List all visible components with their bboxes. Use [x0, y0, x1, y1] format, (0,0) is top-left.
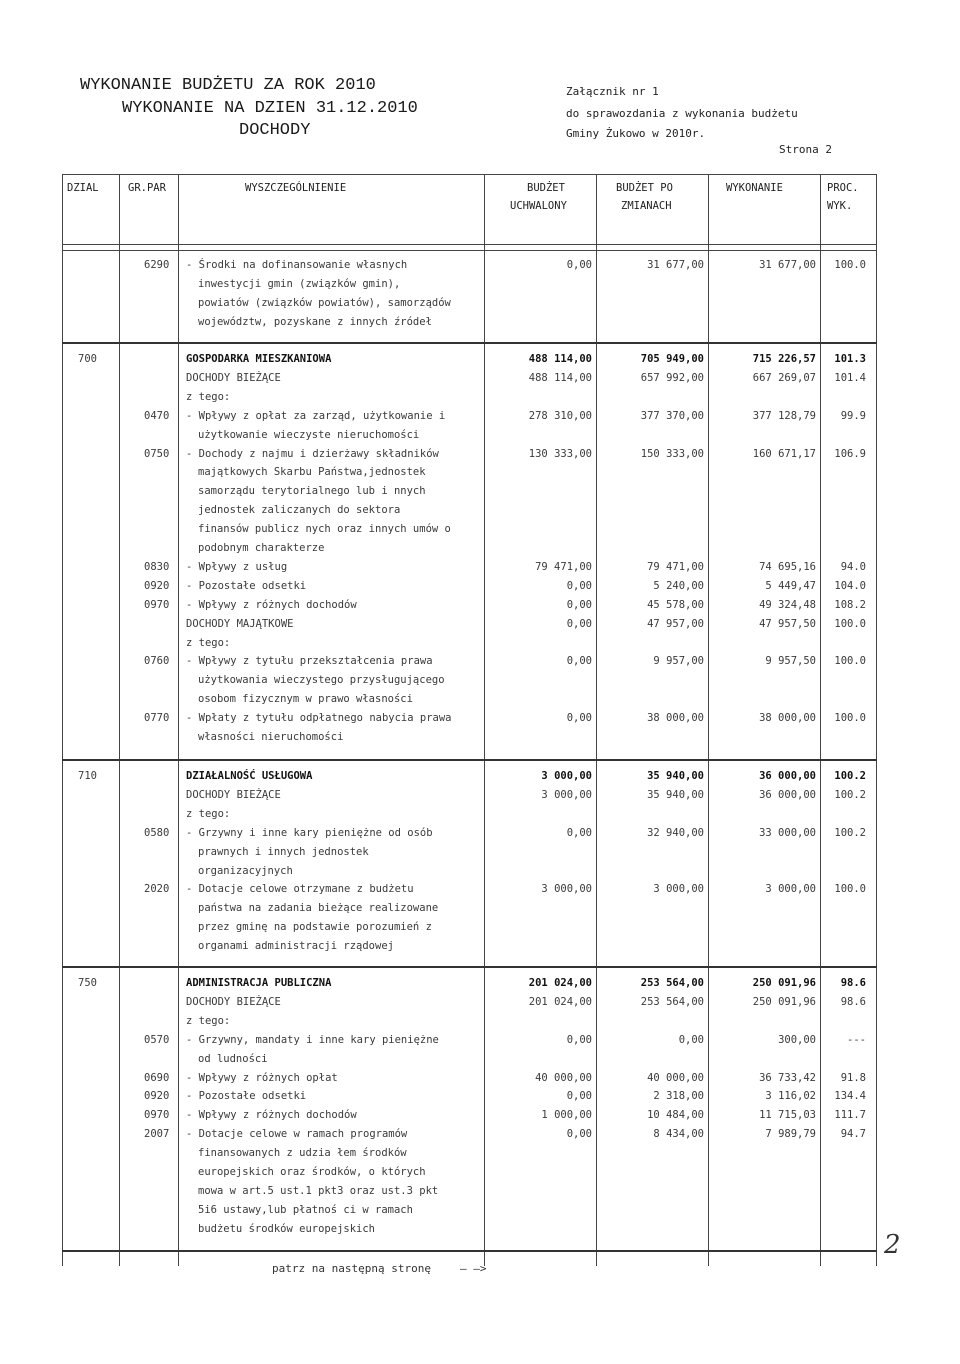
row-description: z tego:	[186, 636, 231, 649]
row-description: budżetu środków europejskich	[198, 1222, 376, 1235]
row-changed-value: 31 677,00	[647, 259, 704, 271]
row-description: organami administracji rządowej	[198, 940, 394, 953]
row-execution-value: 5 449,47	[765, 579, 816, 592]
row-percent-value: 100.0	[834, 655, 866, 668]
table-rule	[596, 174, 597, 1266]
col-header-changed: BUDŻET PO	[616, 182, 673, 194]
row-changed-value: 40 000,00	[647, 1071, 704, 1084]
row-percent-value: 94.0	[840, 560, 866, 573]
row-changed-value: 8 434,00	[653, 1128, 704, 1141]
row-budget-value: 0,00	[566, 655, 592, 668]
col-header-percent-sub: WYK.	[827, 200, 853, 212]
row-description: - Środki na dofinansowanie własnych	[186, 259, 408, 271]
row-execution-value: 377 128,79	[752, 409, 816, 422]
row-paragraph-code: 0920	[144, 579, 170, 592]
row-percent-value: 98.6	[840, 995, 866, 1008]
table-rule	[62, 759, 877, 761]
row-paragraph-code: 0970	[144, 598, 170, 611]
row-execution-value: 3 116,02	[765, 1090, 816, 1103]
row-description: organizacyjnych	[198, 864, 293, 877]
row-changed-value: 35 940,00	[647, 770, 704, 782]
col-header-changed-sub: ZMIANACH	[621, 200, 672, 212]
row-budget-value: 3 000,00	[541, 788, 592, 801]
row-paragraph-code: 0770	[144, 712, 170, 725]
table-rule	[119, 174, 120, 1266]
row-execution-value: 667 269,07	[752, 371, 816, 384]
row-percent-value: 91.8	[840, 1071, 866, 1084]
row-description: finansowanych z udzia łem środków	[198, 1147, 407, 1160]
row-execution-value: 7 989,79	[765, 1128, 816, 1141]
attachment-municipality: Gminy Żukowo w 2010r.	[566, 127, 706, 140]
row-percent-value: 94.7	[840, 1128, 866, 1141]
row-description: DOCHODY BIEŻĄCE	[186, 371, 281, 384]
row-description: - Grzywny, mandaty i inne kary pieniężne	[186, 1033, 439, 1046]
row-paragraph-code: 0570	[144, 1033, 170, 1046]
report-title: WYKONANIE BUDŻETU ZA ROK 2010	[80, 76, 376, 95]
row-description: - Wpływy z różnych dochodów	[186, 598, 357, 611]
row-percent-value: 104.0	[834, 579, 866, 592]
section-dzial-code: 710	[78, 770, 97, 782]
row-changed-value: 5 240,00	[653, 579, 704, 592]
row-changed-value: 377 370,00	[640, 409, 704, 422]
row-paragraph-code: 0970	[144, 1109, 170, 1122]
row-budget-value: 0,00	[566, 259, 592, 271]
row-description: z tego:	[186, 1014, 231, 1027]
row-paragraph-code: 0920	[144, 1090, 170, 1103]
table-rule	[62, 174, 877, 175]
table-rule	[708, 174, 709, 1266]
row-description: z tego:	[186, 807, 231, 820]
row-description: przez gminę na podstawie porozumień z	[198, 921, 432, 934]
col-header-execution: WYKONANIE	[726, 182, 783, 194]
row-percent-value: 100.0	[834, 617, 866, 630]
row-description: DOCHODY BIEŻĄCE	[186, 995, 281, 1008]
row-percent-value: 98.6	[840, 977, 866, 989]
attachment-label: Załącznik nr 1	[566, 85, 659, 98]
table-rule	[62, 966, 877, 968]
row-budget-value: 0,00	[566, 712, 592, 725]
row-execution-value: 250 091,96	[752, 995, 816, 1008]
row-description: z tego:	[186, 390, 231, 403]
row-budget-value: 0,00	[566, 1090, 592, 1103]
row-execution-value: 160 671,17	[752, 447, 816, 460]
row-paragraph-code: 0830	[144, 560, 170, 573]
row-changed-value: 38 000,00	[647, 712, 704, 725]
col-header-budget-sub: UCHWALONY	[510, 200, 567, 212]
row-budget-value: 79 471,00	[535, 560, 592, 573]
row-execution-value: 38 000,00	[759, 712, 816, 725]
row-budget-value: 201 024,00	[528, 995, 592, 1008]
row-percent-value: 100.2	[834, 788, 866, 801]
col-header-percent: PROC.	[827, 182, 859, 194]
row-budget-value: 0,00	[566, 1128, 592, 1141]
row-description: DOCHODY MAJĄTKOWE	[186, 617, 294, 630]
row-budget-value: 1 000,00	[541, 1109, 592, 1122]
row-description: - Grzywny i inne kary pieniężne od osób	[186, 826, 433, 839]
row-execution-value: 47 957,50	[759, 617, 816, 630]
table-rule	[178, 174, 179, 1266]
page-mark: 2	[884, 1230, 901, 1260]
table-rule	[820, 174, 821, 1266]
row-changed-value: 150 333,00	[640, 447, 704, 460]
row-description: własności nieruchomości	[198, 731, 344, 743]
row-description: - Dochody z najmu i dzierżawy składników	[186, 447, 439, 460]
row-changed-value: 79 471,00	[647, 560, 704, 573]
row-paragraph-code: 0470	[144, 409, 170, 422]
row-description: jednostek zaliczanych do sektora	[198, 504, 401, 517]
row-budget-value: 0,00	[566, 598, 592, 611]
row-description: 5i6 ustawy,lub płatnoś ci w ramach	[198, 1203, 413, 1216]
row-percent-value: 99.9	[840, 409, 866, 422]
col-header-dzial: DZIAL	[67, 182, 99, 194]
row-description: prawnych i innych jednostek	[198, 845, 369, 858]
row-percent-value: 100.2	[834, 826, 866, 839]
row-changed-value: 705 949,00	[640, 353, 704, 365]
row-changed-value: 0,00	[678, 1033, 704, 1046]
row-percent-value: 100.2	[834, 770, 866, 782]
row-description: finansów publicz nych oraz innych umów o	[198, 523, 451, 536]
row-changed-value: 253 564,00	[640, 977, 704, 989]
table-rule	[62, 342, 877, 344]
row-changed-value: 9 957,00	[653, 655, 704, 668]
row-changed-value: 657 992,00	[640, 371, 704, 384]
section-dzial-code: 700	[78, 353, 97, 365]
row-description: powiatów (związków powiatów), samorządów	[198, 296, 451, 309]
row-execution-value: 300,00	[778, 1033, 816, 1046]
row-description: - Wpływy z różnych dochodów	[186, 1109, 357, 1122]
row-execution-value: 36 000,00	[759, 770, 816, 782]
row-changed-value: 32 940,00	[647, 826, 704, 839]
row-execution-value: 715 226,57	[752, 353, 816, 365]
row-percent-value: ---	[847, 1033, 866, 1046]
row-description: - Pozostałe odsetki	[186, 1090, 307, 1103]
row-percent-value: 106.9	[834, 447, 866, 460]
row-description: - Pozostałe odsetki	[186, 579, 307, 592]
row-budget-value: 488 114,00	[528, 353, 592, 365]
row-description: DZIAŁALNOŚĆ USŁUGOWA	[186, 770, 313, 782]
table-rule	[62, 250, 877, 251]
row-budget-value: 0,00	[566, 617, 592, 630]
row-execution-value: 33 000,00	[759, 826, 816, 839]
row-description: - Dotacje celowe otrzymane z budżetu	[186, 883, 414, 896]
report-date-title: WYKONANIE NA DZIEN 31.12.2010	[122, 99, 418, 118]
row-changed-value: 3 000,00	[653, 883, 704, 896]
row-percent-value: 100.0	[834, 712, 866, 725]
row-changed-value: 45 578,00	[647, 598, 704, 611]
row-description: użytkowanie wieczyste nieruchomości	[198, 428, 420, 441]
row-execution-value: 36 733,42	[759, 1071, 816, 1084]
row-execution-value: 11 715,03	[759, 1109, 816, 1122]
attachment-description: do sprawozdania z wykonania budżetu	[566, 107, 798, 120]
row-description: osobom fizycznym w prawo własności	[198, 693, 413, 706]
row-description: od ludności	[198, 1052, 268, 1065]
row-changed-value: 35 940,00	[647, 788, 704, 801]
row-execution-value: 3 000,00	[765, 883, 816, 896]
table-rule	[62, 244, 877, 245]
row-description: inwestycji gmin (związków gmin),	[198, 277, 401, 290]
row-paragraph-code: 0690	[144, 1071, 170, 1084]
row-description: GOSPODARKA MIESZKANIOWA	[186, 353, 332, 365]
row-budget-value: 0,00	[566, 1033, 592, 1046]
row-description: podobnym charakterze	[198, 542, 325, 554]
col-header-gr-par: GR.PAR	[128, 182, 166, 194]
row-description: - Wpłaty z tytułu odpłatnego nabycia prawa	[186, 712, 452, 725]
row-description: europejskich oraz środków, o których	[198, 1166, 426, 1178]
report-section-title: DOCHODY	[239, 121, 311, 140]
col-header-description: WYSZCZEGÓLNIENIE	[245, 182, 347, 194]
row-description: ADMINISTRACJA PUBLICZNA	[186, 977, 332, 989]
table-rule	[62, 1250, 877, 1252]
row-description: - Dotacje celowe w ramach programów	[186, 1128, 408, 1141]
continue-arrow: — —>	[460, 1262, 487, 1275]
row-description: użytkowania wieczystego przysługującego	[198, 674, 445, 687]
row-description: województw, pozyskane z innych źródeł	[198, 315, 432, 328]
row-changed-value: 2 318,00	[653, 1090, 704, 1103]
row-budget-value: 130 333,00	[528, 447, 592, 460]
row-budget-value: 40 000,00	[535, 1071, 592, 1084]
row-paragraph-code: 0580	[144, 826, 170, 839]
row-percent-value: 101.3	[834, 353, 866, 365]
row-paragraph-code: 0760	[144, 655, 170, 668]
row-percent-value: 134.4	[834, 1090, 866, 1103]
table-rule	[62, 174, 63, 1266]
row-description: - Wpływy z różnych opłat	[186, 1071, 338, 1084]
row-changed-value: 47 957,00	[647, 617, 704, 630]
row-execution-value: 49 324,48	[759, 598, 816, 611]
continue-note: patrz na następną stronę	[272, 1262, 431, 1275]
row-budget-value: 0,00	[566, 579, 592, 592]
row-description: państwa na zadania bieżące realizowane	[198, 902, 439, 915]
table-rule	[484, 174, 485, 1266]
page-number: Strona 2	[779, 143, 832, 156]
row-percent-value: 111.7	[834, 1109, 866, 1122]
row-percent-value: 108.2	[834, 598, 866, 611]
row-budget-value: 488 114,00	[528, 371, 592, 384]
row-paragraph-code: 2020	[144, 883, 170, 896]
row-percent-value: 100.0	[834, 883, 866, 896]
row-paragraph-code: 2007	[144, 1128, 170, 1141]
row-budget-value: 201 024,00	[528, 977, 592, 989]
row-percent-value: 101.4	[834, 371, 866, 384]
row-description: majątkowych Skarbu Państwa,jednostek	[198, 466, 426, 479]
row-budget-value: 3 000,00	[541, 770, 592, 782]
row-execution-value: 250 091,96	[752, 977, 816, 989]
row-description: - Wpływy z usług	[186, 560, 288, 573]
row-budget-value: 278 310,00	[528, 409, 592, 422]
table-rule	[876, 174, 877, 1266]
row-budget-value: 3 000,00	[541, 883, 592, 896]
row-description: DOCHODY BIEŻĄCE	[186, 788, 281, 801]
row-percent-value: 100.0	[834, 259, 866, 271]
section-dzial-code: 750	[78, 977, 97, 989]
row-changed-value: 10 484,00	[647, 1109, 704, 1122]
row-budget-value: 0,00	[566, 826, 592, 839]
row-paragraph-code: 6290	[144, 259, 170, 271]
row-description: - Wpływy z opłat za zarząd, użytkowanie i	[186, 409, 446, 422]
row-description: mowa w art.5 ust.1 pkt3 oraz ust.3 pkt	[198, 1184, 439, 1197]
row-description: - Wpływy z tytułu przekształcenia prawa	[186, 655, 433, 668]
row-execution-value: 31 677,00	[759, 259, 816, 271]
row-execution-value: 9 957,50	[765, 655, 816, 668]
row-execution-value: 74 695,16	[759, 560, 816, 573]
row-paragraph-code: 0750	[144, 447, 170, 460]
col-header-budget: BUDŻET	[527, 182, 565, 194]
row-changed-value: 253 564,00	[640, 995, 704, 1008]
row-description: samorządu terytorialnego lub i nnych	[198, 485, 426, 498]
row-execution-value: 36 000,00	[759, 788, 816, 801]
